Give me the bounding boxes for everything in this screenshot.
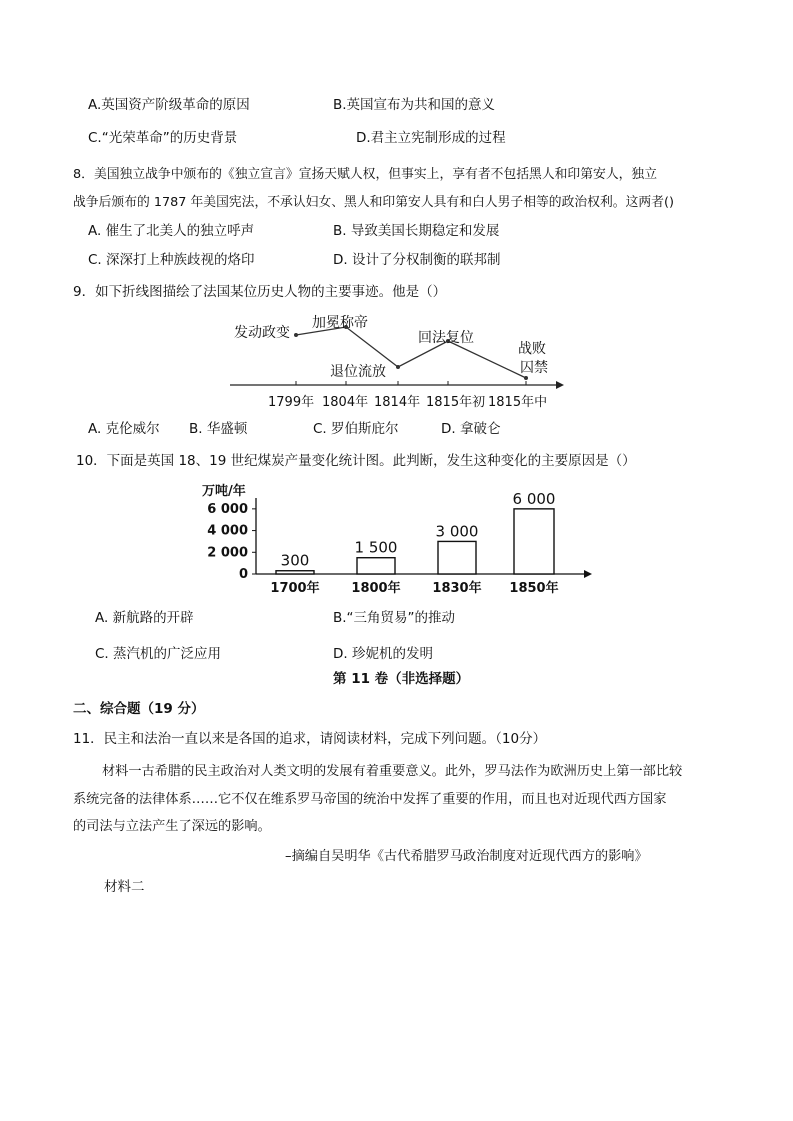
- event-label-defeat: 战败: [518, 341, 546, 357]
- coal-bar-chart: [196, 478, 596, 600]
- q8-option-c: C. 深深打上种族歧视的烙印: [88, 252, 255, 268]
- year-label-1804: 1804年: [322, 395, 369, 410]
- q9-option-b: B. 华盛顿: [189, 421, 248, 437]
- q10-stem: 10．下面是英国 18、19 世纪煤炭产量变化统计图。此判断，发生这种变化的主要原因是（）: [76, 453, 636, 469]
- x-category-label: 1850年: [509, 581, 559, 596]
- event-label-coup: 发动政变: [234, 325, 290, 341]
- y-tick-label: 6 000: [207, 501, 248, 517]
- x-category-label: 1800年: [351, 581, 401, 596]
- year-label-1815-mid: 1815年中: [488, 395, 548, 410]
- career-point-5: [524, 376, 528, 380]
- bar-value-label: 6 000: [512, 489, 556, 508]
- career-point-1: [294, 333, 298, 337]
- y-axis-unit-label: 万吨/年: [202, 484, 246, 499]
- section-title-comprehensive: 二、综合题（19 分）: [73, 701, 205, 717]
- y-tick-label: 2 000: [207, 545, 248, 561]
- q8-stem-line1: 8．美国独立战争中颁布的《独立宣言》宣扬天赋人权，但事实上，享有者不包括黑人和印第安人，独立: [73, 167, 658, 182]
- y-tick-label: 0: [238, 567, 248, 582]
- q10-option-d: D. 珍妮机的发明: [333, 646, 433, 662]
- q9-option-c: C. 罗伯斯庇尔: [313, 421, 399, 437]
- q7-option-d: D.君主立宪制形成的过程: [356, 130, 506, 146]
- q11-material1-line3: 的司法与立法产生了深远的影响。: [73, 819, 271, 834]
- q11-stem: 11．民主和法治一直以来是各国的追求，请阅读材料，完成下列问题。（10分）: [73, 731, 547, 747]
- q8-option-a: A. 催生了北美人的独立呼声: [88, 223, 255, 239]
- q9-option-d: D. 拿破仑: [441, 421, 501, 437]
- q9-option-a: A. 克伦威尔: [88, 421, 160, 437]
- x-axis-arrow: [584, 570, 592, 578]
- q11-source-citation: –摘编自吴明华《古代希腊罗马政治制度对近现代西方的影响》: [285, 849, 648, 864]
- timeline-arrow: [556, 381, 564, 389]
- event-label-coronation: 加冕称帝: [312, 315, 368, 331]
- coal-bar: [357, 558, 395, 574]
- year-label-1814: 1814年: [374, 395, 421, 410]
- event-label-return: 回法复位: [418, 330, 474, 346]
- bar-value-label: 3 000: [435, 522, 479, 541]
- q7-option-c: C.“光荣革命”的历史背景: [88, 130, 238, 146]
- coal-bar: [438, 541, 476, 574]
- career-point-3: [396, 365, 400, 369]
- bar-value-label: 1 500: [354, 538, 398, 557]
- napoleon-line-chart: [228, 308, 568, 412]
- q7-option-a: A.英国资产阶级革命的原因: [88, 97, 250, 113]
- event-label-exile: 退位流放: [330, 364, 386, 380]
- year-label-1815-early: 1815年初: [426, 395, 486, 410]
- x-category-label: 1700年: [270, 581, 320, 596]
- q8-option-d: D. 设计了分权制衡的联邦制: [333, 252, 501, 268]
- section-header-nonchoice: 第 11 卷（非选择题）: [333, 671, 470, 687]
- q8-stem-line2: 战争后颁布的 1787 年美国宪法，不承认妇女、黑人和印第安人具有和白人男子相等的政治权利。这两者(): [73, 195, 674, 210]
- q11-material1-line1: 材料一古希腊的民主政治对人类文明的发展有着重要意义。此外，罗马法作为欧洲历史上第一部比较: [102, 764, 683, 779]
- q10-option-b: B.“三角贸易”的推动: [333, 610, 456, 626]
- event-label-imprison: 囚禁: [520, 360, 548, 376]
- coal-bar: [514, 509, 554, 574]
- bar-value-label: 300: [280, 551, 310, 570]
- q7-option-b: B.英国宣布为共和国的意义: [333, 97, 496, 113]
- q9-stem: 9．如下折线图描绘了法国某位历史人物的主要事迹。他是（）: [73, 284, 447, 300]
- x-category-label: 1830年: [432, 581, 482, 596]
- year-label-1799: 1799年: [268, 395, 315, 410]
- q10-option-a: A. 新航路的开辟: [95, 610, 194, 626]
- q11-material1-line2: 系统完备的法律体系……它不仅在维系罗马帝国的统治中发挥了重要的作用，而且也对近现代西方国家: [73, 792, 667, 807]
- q8-option-b: B. 导致美国长期稳定和发展: [333, 223, 500, 239]
- q10-option-c: C. 蒸汽机的广泛应用: [95, 646, 222, 662]
- q11-material2-label: 材料二: [104, 879, 145, 895]
- coal-bar: [276, 571, 314, 574]
- y-tick-label: 4 000: [207, 523, 248, 539]
